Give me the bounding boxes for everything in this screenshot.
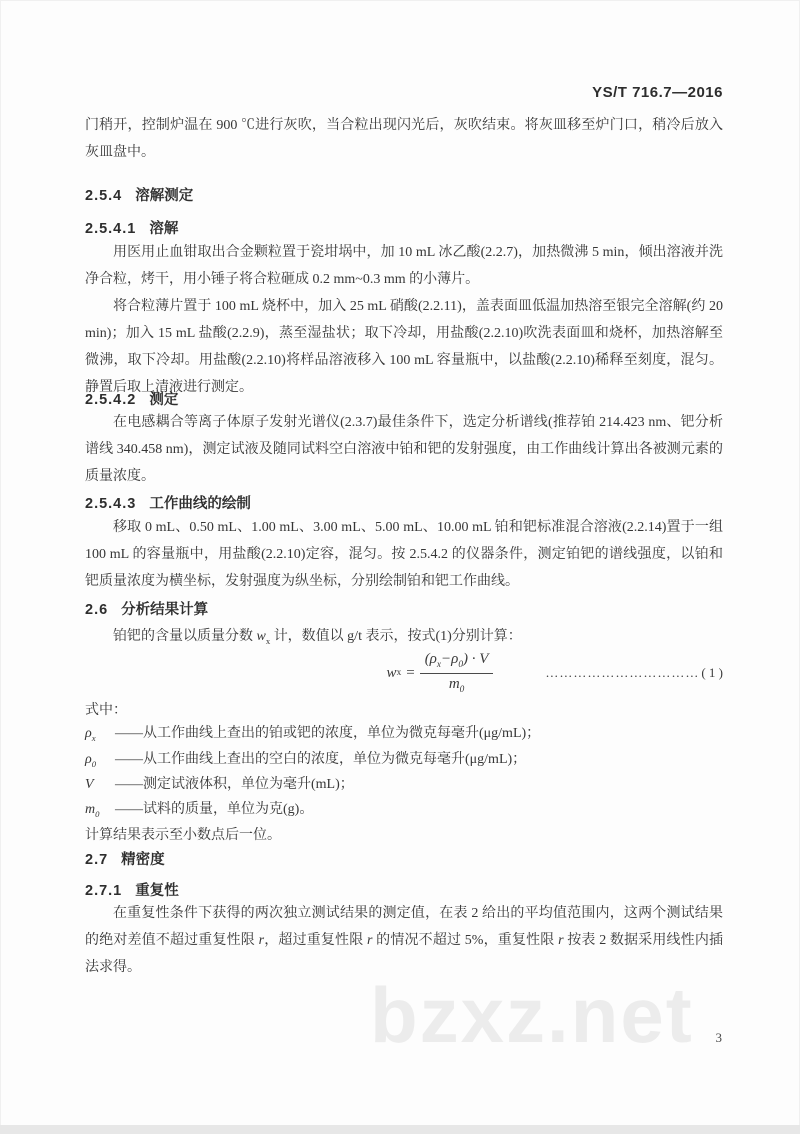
definition-text: ——试料的质量，单位为克(g)。 <box>115 802 314 817</box>
variable-r: r <box>558 933 564 948</box>
text-segment: 在重复性条件下获得的两次独立测试结果的测定值，在表 2 给出的平均值范围内，这两个测试结果的绝对差值不超过重复性限 <box>85 906 723 948</box>
definition-v <box>85 773 723 801</box>
fraction-numerator <box>420 651 494 673</box>
equation-number: ( 1 ) <box>701 665 723 680</box>
text-segment: −ρ <box>441 651 459 667</box>
definition-rho-x <box>85 722 723 750</box>
document-body <box>85 0 723 1134</box>
rho-0-subscript: 0 <box>458 660 464 670</box>
dotted-leader: …………………………… <box>545 665 700 680</box>
definition-text: ——从工作曲线上查出的铂或钯的浓度，单位为微克每毫升(μg/mL)； <box>115 726 541 741</box>
symbol-base: ρ <box>85 752 92 767</box>
symbol-base: V <box>85 777 94 792</box>
variable-m-subscript: 0 <box>459 685 465 695</box>
heading-title: 溶解 <box>149 221 179 237</box>
variable-r: r <box>367 933 373 948</box>
definition-symbol <box>85 773 115 801</box>
fraction-denominator <box>420 673 494 695</box>
definition-text: ——测定试液体积，单位为毫升(mL)； <box>115 777 354 792</box>
heading-title: 分析结果计算 <box>121 602 209 618</box>
watermark-text: bzxz.net <box>370 971 694 1059</box>
where-label: 式中： <box>85 703 127 718</box>
formula-expression <box>387 651 494 695</box>
standard-code: YS/T 716.7—2016 <box>592 84 723 101</box>
heading-number: 2.7 <box>85 852 109 868</box>
text-segment: 按表 2 数据采用线性内插法求得。 <box>85 933 724 975</box>
heading-title: 重复性 <box>135 883 179 899</box>
heading-title: 精密度 <box>121 852 165 868</box>
calculation-note: 计算结果表示至小数点后一位。 <box>85 828 281 843</box>
text-segment: (ρ <box>424 651 437 667</box>
symbol-base: m <box>85 802 96 817</box>
text-segment: ) · V <box>463 651 489 667</box>
rho-x-subscript: x <box>436 660 442 670</box>
heading-title: 溶解测定 <box>135 188 194 204</box>
paragraph-repeatability <box>85 900 723 981</box>
symbol-base: ρ <box>85 726 92 741</box>
heading-number: 2.5.4.2 <box>85 392 137 408</box>
symbol-subscript: 0 <box>91 758 97 769</box>
paragraph-ashing-continuation: 门稍开，控制炉温在 900 ℃进行灰吹，当合粒出现闪光后，灰吹结束。将灰皿移至炉门口，稍冷后放入灰皿盘中。 <box>85 118 723 160</box>
heading-2-5-4-2 <box>85 390 723 410</box>
heading-2-5-4-3 <box>85 494 723 514</box>
paragraph-measurement: 在电感耦合等离子体原子发射光谱仪(2.3.7)最佳条件下，选定分析谱线(推荐铂 214.423 nm、钯分析谱线 340.458 nm)，测定试液及随同试料空白溶液中铂和钯的发射强度，由工作曲线计算出各被测元素的质量浓度。 <box>85 415 723 484</box>
variable-m: m <box>448 676 460 692</box>
heading-2-5-4-1 <box>85 219 723 239</box>
heading-number: 2.5.4.3 <box>85 496 137 512</box>
page-number: 3 <box>715 1030 722 1045</box>
text-segment: 的情况不超过 5%，重复性限 <box>372 933 559 948</box>
heading-number: 2.5.4 <box>85 188 123 204</box>
heading-title: 工作曲线的绘制 <box>149 496 251 512</box>
paragraph-working-curve: 移取 0 mL、0.50 mL、1.00 mL、3.00 mL、5.00 mL、10.00 mL 铂和钯标准混合溶液(2.2.14)置于一组 100 mL 的容量瓶中，用盐酸(2.2.10)定容，混匀。按 2.5.4.2 的仪器条件，测定铂钯的谱线强度，以铂和钯质量浓度为横坐标，发射强度为纵坐标，分别绘制铂和钯工作曲线。 <box>85 520 723 589</box>
heading-number: 2.7.1 <box>85 883 123 899</box>
heading-2-5-4 <box>85 186 723 206</box>
variable-w: w <box>256 629 266 644</box>
formula-lhs-subscript: x <box>396 668 402 678</box>
variable-w-subscript: x <box>265 635 271 646</box>
variable-r: r <box>258 933 265 948</box>
text-segment: 计，数值以 g/t 表示，按式(1)分别计算： <box>270 629 522 644</box>
equals-sign: = <box>406 664 415 681</box>
definition-symbol <box>85 722 115 750</box>
text-segment: 铂钯的含量以质量分数 <box>113 629 257 644</box>
definition-text: ——从工作曲线上查出的空白的浓度，单位为微克每毫升(μg/mL)； <box>115 752 527 767</box>
fraction <box>420 651 494 695</box>
formula-lhs: w <box>386 664 397 681</box>
heading-number: 2.5.4.1 <box>85 221 137 237</box>
definition-rho-0 <box>85 748 723 776</box>
symbol-subscript: x <box>91 732 96 743</box>
equation-dots-and-number <box>457 665 723 681</box>
heading-2-7 <box>85 850 723 870</box>
symbol-subscript: 0 <box>95 808 100 819</box>
paragraph-dissolve-2: 将合粒薄片置于 100 mL 烧杯中，加入 25 mL 硝酸(2.2.11)，盖表面皿低温加热溶至银完全溶解(约 20 min)；加入 15 mL 盐酸(2.2.9)，蒸至湿盐状；取下冷却，用盐酸(2.2.10)吹洗表面皿和烧杯，加热溶解至微沸，取下冷却。用盐酸(2.2.10)将样品溶液移入 100 mL 容量瓶中，以盐酸(2.2.10)稀释至刻度，混匀。静置后取上清液进行测定。 <box>85 299 723 395</box>
paragraph-dissolve-1: 用医用止血钳取出合金颗粒置于瓷坩埚中，加 10 mL 冰乙酸(2.2.7)，加热微沸 5 min，倾出溶液并洗净合粒，烤干，用小锤子将合粒砸成 0.2 mm~0.3 mm 的小薄片。 <box>85 245 723 287</box>
text-segment: ，超过重复性限 <box>264 933 368 948</box>
heading-2-7-1 <box>85 881 723 901</box>
heading-number: 2.6 <box>85 602 109 618</box>
heading-title: 测定 <box>149 392 179 408</box>
heading-2-6 <box>85 600 723 620</box>
scan-edge <box>0 1125 800 1134</box>
equation-1 <box>85 650 723 696</box>
definition-symbol <box>85 748 115 776</box>
